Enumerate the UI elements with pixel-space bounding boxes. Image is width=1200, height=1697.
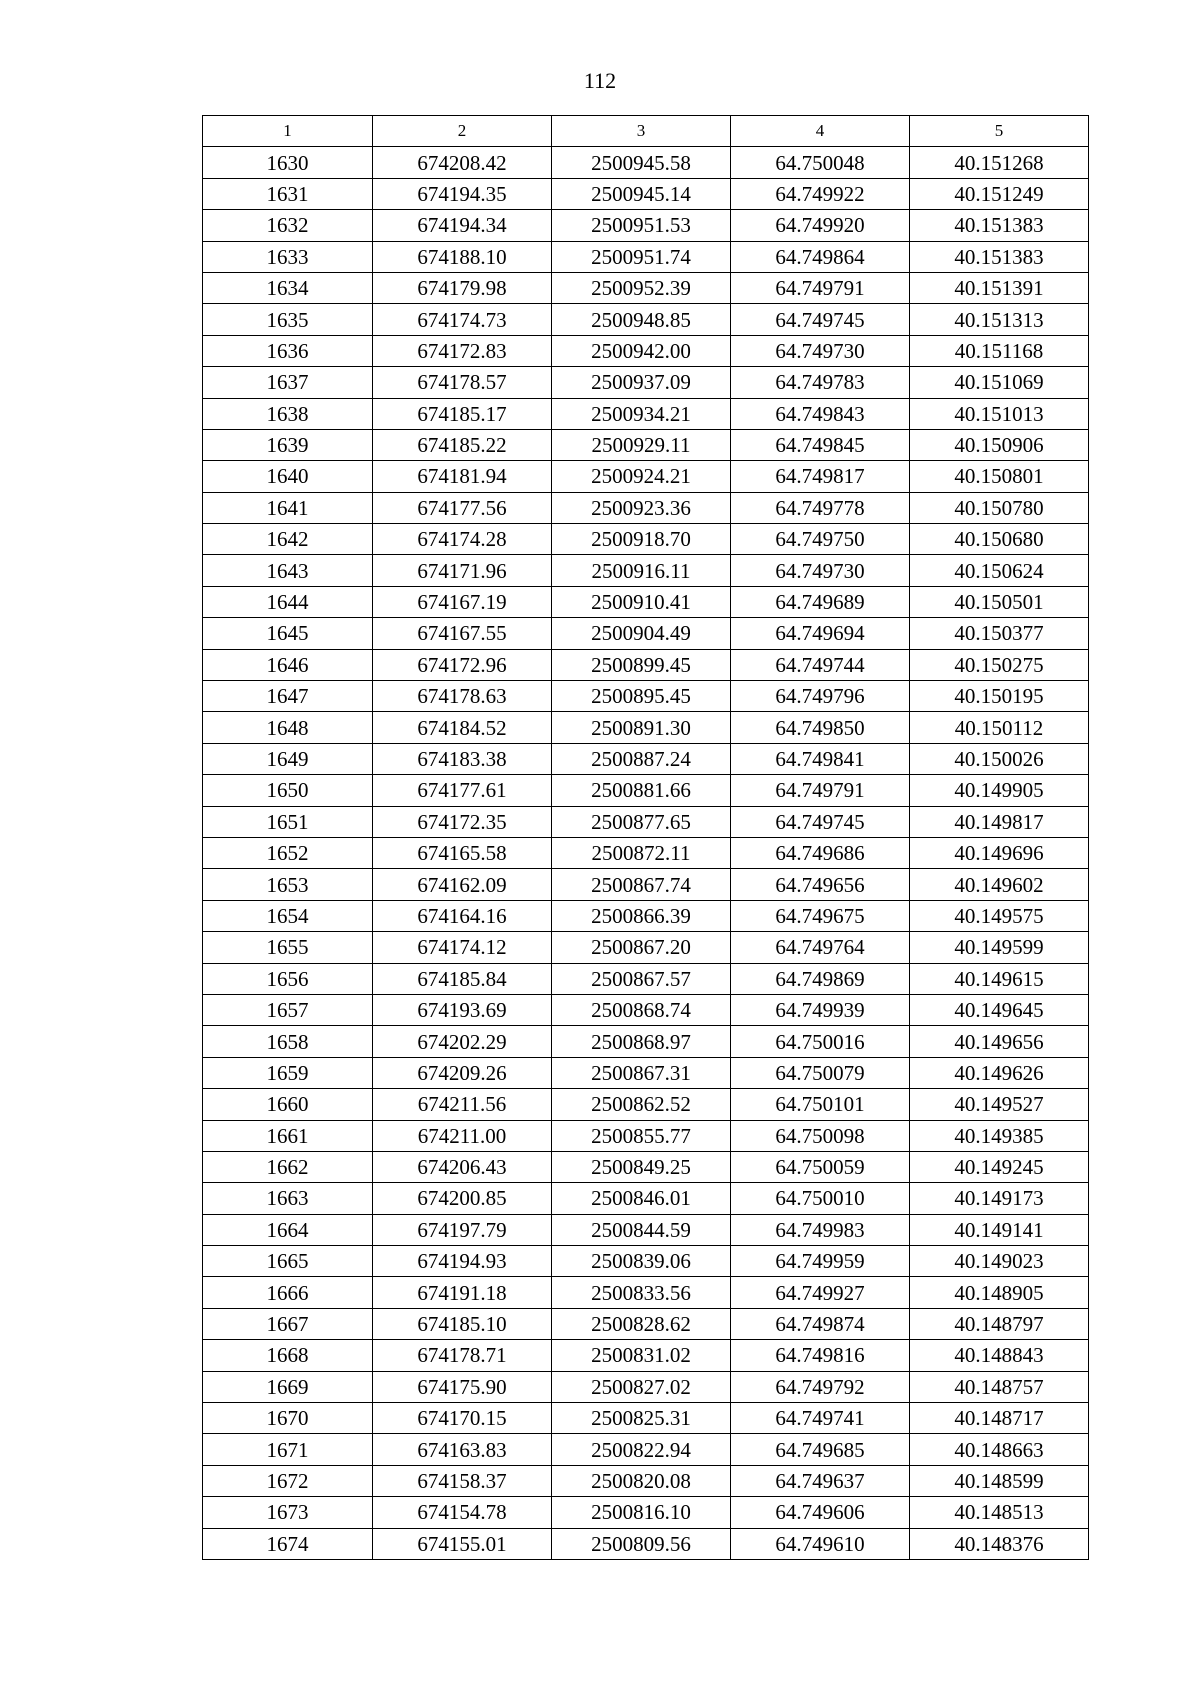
- x-coordinate-cell: 674191.18: [373, 1277, 552, 1308]
- y-coordinate-cell: 2500887.24: [552, 743, 731, 774]
- y-coordinate-cell: 2500916.11: [552, 555, 731, 586]
- latitude-cell: 40.151069: [910, 367, 1089, 398]
- y-coordinate-cell: 2500849.25: [552, 1151, 731, 1182]
- point-number-cell: 1643: [203, 555, 373, 586]
- y-coordinate-cell: 2500833.56: [552, 1277, 731, 1308]
- y-coordinate-cell: 2500822.94: [552, 1434, 731, 1465]
- point-number-cell: 1671: [203, 1434, 373, 1465]
- point-number-cell: 1647: [203, 681, 373, 712]
- point-number-cell: 1644: [203, 586, 373, 617]
- y-coordinate-cell: 2500868.74: [552, 994, 731, 1025]
- table-row: [203, 210, 1089, 241]
- table-row: [203, 649, 1089, 680]
- table-row: [203, 1308, 1089, 1339]
- longitude-cell: 64.749959: [731, 1246, 910, 1277]
- longitude-cell: 64.749850: [731, 712, 910, 743]
- point-number-cell: 1640: [203, 461, 373, 492]
- y-coordinate-cell: 2500872.11: [552, 837, 731, 868]
- table-header: [203, 116, 1089, 147]
- table-row: [203, 1403, 1089, 1434]
- point-number-cell: 1666: [203, 1277, 373, 1308]
- latitude-cell: 40.149141: [910, 1214, 1089, 1245]
- table-row: [203, 429, 1089, 460]
- point-number-cell: 1667: [203, 1308, 373, 1339]
- latitude-cell: 40.148757: [910, 1371, 1089, 1402]
- y-coordinate-cell: 2500937.09: [552, 367, 731, 398]
- latitude-cell: 40.149696: [910, 837, 1089, 868]
- x-coordinate-cell: 674185.22: [373, 429, 552, 460]
- y-coordinate-cell: 2500816.10: [552, 1497, 731, 1528]
- table-row: [203, 1497, 1089, 1528]
- x-coordinate-cell: 674165.58: [373, 837, 552, 868]
- longitude-cell: 64.749745: [731, 806, 910, 837]
- longitude-cell: 64.749675: [731, 900, 910, 931]
- table-row: [203, 367, 1089, 398]
- x-coordinate-cell: 674179.98: [373, 272, 552, 303]
- point-number-cell: 1665: [203, 1246, 373, 1277]
- latitude-cell: 40.150501: [910, 586, 1089, 617]
- latitude-cell: 40.149656: [910, 1026, 1089, 1057]
- x-coordinate-cell: 674172.96: [373, 649, 552, 680]
- latitude-cell: 40.150195: [910, 681, 1089, 712]
- x-coordinate-cell: 674211.00: [373, 1120, 552, 1151]
- point-number-cell: 1669: [203, 1371, 373, 1402]
- x-coordinate-cell: 674183.38: [373, 743, 552, 774]
- point-number-cell: 1662: [203, 1151, 373, 1182]
- latitude-cell: 40.148717: [910, 1403, 1089, 1434]
- y-coordinate-cell: 2500951.74: [552, 241, 731, 272]
- point-number-cell: 1638: [203, 398, 373, 429]
- x-coordinate-cell: 674185.84: [373, 963, 552, 994]
- point-number-cell: 1636: [203, 335, 373, 366]
- longitude-cell: 64.749606: [731, 1497, 910, 1528]
- latitude-cell: 40.150275: [910, 649, 1089, 680]
- table-row: [203, 1120, 1089, 1151]
- table-row: [203, 398, 1089, 429]
- longitude-cell: 64.750010: [731, 1183, 910, 1214]
- latitude-cell: 40.149245: [910, 1151, 1089, 1182]
- x-coordinate-cell: 674174.73: [373, 304, 552, 335]
- longitude-cell: 64.749869: [731, 963, 910, 994]
- y-coordinate-cell: 2500924.21: [552, 461, 731, 492]
- latitude-cell: 40.150801: [910, 461, 1089, 492]
- table-row: [203, 806, 1089, 837]
- point-number-cell: 1649: [203, 743, 373, 774]
- longitude-cell: 64.749791: [731, 775, 910, 806]
- x-coordinate-cell: 674174.12: [373, 932, 552, 963]
- x-coordinate-cell: 674172.83: [373, 335, 552, 366]
- latitude-cell: 40.150780: [910, 492, 1089, 523]
- point-number-cell: 1651: [203, 806, 373, 837]
- longitude-cell: 64.750101: [731, 1089, 910, 1120]
- table-row: [203, 712, 1089, 743]
- x-coordinate-cell: 674211.56: [373, 1089, 552, 1120]
- x-coordinate-cell: 674177.56: [373, 492, 552, 523]
- longitude-cell: 64.749741: [731, 1403, 910, 1434]
- latitude-cell: 40.151383: [910, 210, 1089, 241]
- x-coordinate-cell: 674197.79: [373, 1214, 552, 1245]
- y-coordinate-cell: 2500948.85: [552, 304, 731, 335]
- x-coordinate-cell: 674171.96: [373, 555, 552, 586]
- longitude-cell: 64.749792: [731, 1371, 910, 1402]
- latitude-cell: 40.149575: [910, 900, 1089, 931]
- longitude-cell: 64.749686: [731, 837, 910, 868]
- longitude-cell: 64.749685: [731, 1434, 910, 1465]
- latitude-cell: 40.148663: [910, 1434, 1089, 1465]
- x-coordinate-cell: 674194.34: [373, 210, 552, 241]
- x-coordinate-cell: 674194.93: [373, 1246, 552, 1277]
- table-row: [203, 1183, 1089, 1214]
- y-coordinate-cell: 2500904.49: [552, 618, 731, 649]
- y-coordinate-cell: 2500867.74: [552, 869, 731, 900]
- point-number-cell: 1630: [203, 147, 373, 178]
- y-coordinate-cell: 2500809.56: [552, 1528, 731, 1559]
- latitude-cell: 40.149527: [910, 1089, 1089, 1120]
- x-coordinate-cell: 674185.10: [373, 1308, 552, 1339]
- point-number-cell: 1673: [203, 1497, 373, 1528]
- x-coordinate-cell: 674178.63: [373, 681, 552, 712]
- table-row: [203, 1026, 1089, 1057]
- point-number-cell: 1663: [203, 1183, 373, 1214]
- table-row: [203, 681, 1089, 712]
- point-number-cell: 1648: [203, 712, 373, 743]
- latitude-cell: 40.150112: [910, 712, 1089, 743]
- y-coordinate-cell: 2500952.39: [552, 272, 731, 303]
- y-coordinate-cell: 2500867.57: [552, 963, 731, 994]
- longitude-cell: 64.749939: [731, 994, 910, 1025]
- longitude-cell: 64.750079: [731, 1057, 910, 1088]
- longitude-cell: 64.750048: [731, 147, 910, 178]
- longitude-cell: 64.749694: [731, 618, 910, 649]
- point-number-cell: 1672: [203, 1465, 373, 1496]
- latitude-cell: 40.148599: [910, 1465, 1089, 1496]
- longitude-cell: 64.749764: [731, 932, 910, 963]
- x-coordinate-cell: 674178.71: [373, 1340, 552, 1371]
- y-coordinate-cell: 2500929.11: [552, 429, 731, 460]
- y-coordinate-cell: 2500831.02: [552, 1340, 731, 1371]
- y-coordinate-cell: 2500866.39: [552, 900, 731, 931]
- y-coordinate-cell: 2500846.01: [552, 1183, 731, 1214]
- y-coordinate-cell: 2500881.66: [552, 775, 731, 806]
- y-coordinate-cell: 2500899.45: [552, 649, 731, 680]
- latitude-cell: 40.149602: [910, 869, 1089, 900]
- point-number-cell: 1641: [203, 492, 373, 523]
- latitude-cell: 40.150377: [910, 618, 1089, 649]
- point-number-cell: 1654: [203, 900, 373, 931]
- longitude-cell: 64.749637: [731, 1465, 910, 1496]
- latitude-cell: 40.148797: [910, 1308, 1089, 1339]
- y-coordinate-cell: 2500877.65: [552, 806, 731, 837]
- y-coordinate-cell: 2500945.58: [552, 147, 731, 178]
- longitude-cell: 64.749874: [731, 1308, 910, 1339]
- longitude-cell: 64.749689: [731, 586, 910, 617]
- latitude-cell: 40.149023: [910, 1246, 1089, 1277]
- y-coordinate-cell: 2500844.59: [552, 1214, 731, 1245]
- y-coordinate-cell: 2500839.06: [552, 1246, 731, 1277]
- point-number-cell: 1668: [203, 1340, 373, 1371]
- x-coordinate-cell: 674193.69: [373, 994, 552, 1025]
- longitude-cell: 64.749864: [731, 241, 910, 272]
- table-row: [203, 272, 1089, 303]
- table-row: [203, 1214, 1089, 1245]
- y-coordinate-cell: 2500867.20: [552, 932, 731, 963]
- x-coordinate-cell: 674206.43: [373, 1151, 552, 1182]
- point-number-cell: 1646: [203, 649, 373, 680]
- point-number-cell: 1659: [203, 1057, 373, 1088]
- longitude-cell: 64.750059: [731, 1151, 910, 1182]
- table-row: [203, 492, 1089, 523]
- latitude-cell: 40.149905: [910, 775, 1089, 806]
- longitude-cell: 64.749920: [731, 210, 910, 241]
- table-row: [203, 1277, 1089, 1308]
- y-coordinate-cell: 2500923.36: [552, 492, 731, 523]
- latitude-cell: 40.151168: [910, 335, 1089, 366]
- y-coordinate-cell: 2500828.62: [552, 1308, 731, 1339]
- longitude-cell: 64.749745: [731, 304, 910, 335]
- y-coordinate-cell: 2500868.97: [552, 1026, 731, 1057]
- latitude-cell: 40.150906: [910, 429, 1089, 460]
- longitude-cell: 64.750098: [731, 1120, 910, 1151]
- table-row: [203, 869, 1089, 900]
- latitude-cell: 40.151391: [910, 272, 1089, 303]
- y-coordinate-cell: 2500951.53: [552, 210, 731, 241]
- header-cell-1: 1: [203, 116, 373, 147]
- point-number-cell: 1670: [203, 1403, 373, 1434]
- header-cell-2: 2: [373, 116, 552, 147]
- table-body: [203, 147, 1089, 1560]
- x-coordinate-cell: 674200.85: [373, 1183, 552, 1214]
- y-coordinate-cell: 2500862.52: [552, 1089, 731, 1120]
- y-coordinate-cell: 2500827.02: [552, 1371, 731, 1402]
- longitude-cell: 64.749656: [731, 869, 910, 900]
- x-coordinate-cell: 674177.61: [373, 775, 552, 806]
- x-coordinate-cell: 674162.09: [373, 869, 552, 900]
- point-number-cell: 1634: [203, 272, 373, 303]
- point-number-cell: 1639: [203, 429, 373, 460]
- x-coordinate-cell: 674175.90: [373, 1371, 552, 1402]
- y-coordinate-cell: 2500855.77: [552, 1120, 731, 1151]
- table-row: [203, 994, 1089, 1025]
- y-coordinate-cell: 2500825.31: [552, 1403, 731, 1434]
- point-number-cell: 1653: [203, 869, 373, 900]
- table-row: [203, 1528, 1089, 1559]
- x-coordinate-cell: 674154.78: [373, 1497, 552, 1528]
- longitude-cell: 64.749796: [731, 681, 910, 712]
- x-coordinate-cell: 674194.35: [373, 178, 552, 209]
- latitude-cell: 40.149173: [910, 1183, 1089, 1214]
- point-number-cell: 1674: [203, 1528, 373, 1559]
- latitude-cell: 40.148843: [910, 1340, 1089, 1371]
- header-row: [203, 116, 1089, 147]
- table-row: [203, 1151, 1089, 1182]
- point-number-cell: 1631: [203, 178, 373, 209]
- latitude-cell: 40.149817: [910, 806, 1089, 837]
- point-number-cell: 1660: [203, 1089, 373, 1120]
- point-number-cell: 1642: [203, 524, 373, 555]
- x-coordinate-cell: 674163.83: [373, 1434, 552, 1465]
- longitude-cell: 64.749841: [731, 743, 910, 774]
- longitude-cell: 64.749816: [731, 1340, 910, 1371]
- point-number-cell: 1655: [203, 932, 373, 963]
- point-number-cell: 1664: [203, 1214, 373, 1245]
- table-row: [203, 1089, 1089, 1120]
- table-row: [203, 1246, 1089, 1277]
- x-coordinate-cell: 674181.94: [373, 461, 552, 492]
- latitude-cell: 40.150624: [910, 555, 1089, 586]
- x-coordinate-cell: 674172.35: [373, 806, 552, 837]
- longitude-cell: 64.749927: [731, 1277, 910, 1308]
- x-coordinate-cell: 674174.28: [373, 524, 552, 555]
- x-coordinate-cell: 674178.57: [373, 367, 552, 398]
- longitude-cell: 64.749983: [731, 1214, 910, 1245]
- point-number-cell: 1632: [203, 210, 373, 241]
- x-coordinate-cell: 674158.37: [373, 1465, 552, 1496]
- table-row: [203, 743, 1089, 774]
- latitude-cell: 40.151249: [910, 178, 1089, 209]
- y-coordinate-cell: 2500918.70: [552, 524, 731, 555]
- y-coordinate-cell: 2500934.21: [552, 398, 731, 429]
- point-number-cell: 1645: [203, 618, 373, 649]
- table-row: [203, 524, 1089, 555]
- table-row: [203, 1057, 1089, 1088]
- table-row: [203, 618, 1089, 649]
- y-coordinate-cell: 2500910.41: [552, 586, 731, 617]
- longitude-cell: 64.749730: [731, 335, 910, 366]
- latitude-cell: 40.148376: [910, 1528, 1089, 1559]
- longitude-cell: 64.749817: [731, 461, 910, 492]
- x-coordinate-cell: 674209.26: [373, 1057, 552, 1088]
- point-number-cell: 1656: [203, 963, 373, 994]
- table-row: [203, 304, 1089, 335]
- table-row: [203, 963, 1089, 994]
- longitude-cell: 64.749845: [731, 429, 910, 460]
- table-row: [203, 586, 1089, 617]
- latitude-cell: 40.151383: [910, 241, 1089, 272]
- latitude-cell: 40.149645: [910, 994, 1089, 1025]
- point-number-cell: 1652: [203, 837, 373, 868]
- point-number-cell: 1635: [203, 304, 373, 335]
- table-row: [203, 1465, 1089, 1496]
- x-coordinate-cell: 674155.01: [373, 1528, 552, 1559]
- longitude-cell: 64.749922: [731, 178, 910, 209]
- x-coordinate-cell: 674167.55: [373, 618, 552, 649]
- latitude-cell: 40.149385: [910, 1120, 1089, 1151]
- table-row: [203, 1434, 1089, 1465]
- longitude-cell: 64.749610: [731, 1528, 910, 1559]
- longitude-cell: 64.749778: [731, 492, 910, 523]
- latitude-cell: 40.151313: [910, 304, 1089, 335]
- y-coordinate-cell: 2500891.30: [552, 712, 731, 743]
- longitude-cell: 64.749791: [731, 272, 910, 303]
- x-coordinate-cell: 674185.17: [373, 398, 552, 429]
- table-row: [203, 1340, 1089, 1371]
- longitude-cell: 64.749750: [731, 524, 910, 555]
- table-row: [203, 178, 1089, 209]
- point-number-cell: 1637: [203, 367, 373, 398]
- x-coordinate-cell: 674202.29: [373, 1026, 552, 1057]
- table-row: [203, 775, 1089, 806]
- latitude-cell: 40.151268: [910, 147, 1089, 178]
- y-coordinate-cell: 2500895.45: [552, 681, 731, 712]
- latitude-cell: 40.148513: [910, 1497, 1089, 1528]
- point-number-cell: 1633: [203, 241, 373, 272]
- latitude-cell: 40.150026: [910, 743, 1089, 774]
- table-row: [203, 900, 1089, 931]
- y-coordinate-cell: 2500945.14: [552, 178, 731, 209]
- longitude-cell: 64.749843: [731, 398, 910, 429]
- longitude-cell: 64.749730: [731, 555, 910, 586]
- table-row: [203, 932, 1089, 963]
- x-coordinate-cell: 674170.15: [373, 1403, 552, 1434]
- table-row: [203, 461, 1089, 492]
- y-coordinate-cell: 2500942.00: [552, 335, 731, 366]
- point-number-cell: 1661: [203, 1120, 373, 1151]
- longitude-cell: 64.749744: [731, 649, 910, 680]
- longitude-cell: 64.749783: [731, 367, 910, 398]
- x-coordinate-cell: 674188.10: [373, 241, 552, 272]
- latitude-cell: 40.149599: [910, 932, 1089, 963]
- table-row: [203, 147, 1089, 178]
- y-coordinate-cell: 2500867.31: [552, 1057, 731, 1088]
- table-row: [203, 555, 1089, 586]
- latitude-cell: 40.148905: [910, 1277, 1089, 1308]
- table-row: [203, 1371, 1089, 1402]
- x-coordinate-cell: 674208.42: [373, 147, 552, 178]
- x-coordinate-cell: 674167.19: [373, 586, 552, 617]
- longitude-cell: 64.750016: [731, 1026, 910, 1057]
- table-row: [203, 837, 1089, 868]
- latitude-cell: 40.149615: [910, 963, 1089, 994]
- point-number-cell: 1650: [203, 775, 373, 806]
- coordinates-table: [202, 115, 1089, 1560]
- header-cell-3: 3: [552, 116, 731, 147]
- table-row: [203, 335, 1089, 366]
- latitude-cell: 40.149626: [910, 1057, 1089, 1088]
- point-number-cell: 1658: [203, 1026, 373, 1057]
- header-cell-4: 4: [731, 116, 910, 147]
- table-row: [203, 241, 1089, 272]
- latitude-cell: 40.150680: [910, 524, 1089, 555]
- x-coordinate-cell: 674164.16: [373, 900, 552, 931]
- y-coordinate-cell: 2500820.08: [552, 1465, 731, 1496]
- x-coordinate-cell: 674184.52: [373, 712, 552, 743]
- page-number: 112: [583, 68, 617, 93]
- latitude-cell: 40.151013: [910, 398, 1089, 429]
- point-number-cell: 1657: [203, 994, 373, 1025]
- header-cell-5: 5: [910, 116, 1089, 147]
